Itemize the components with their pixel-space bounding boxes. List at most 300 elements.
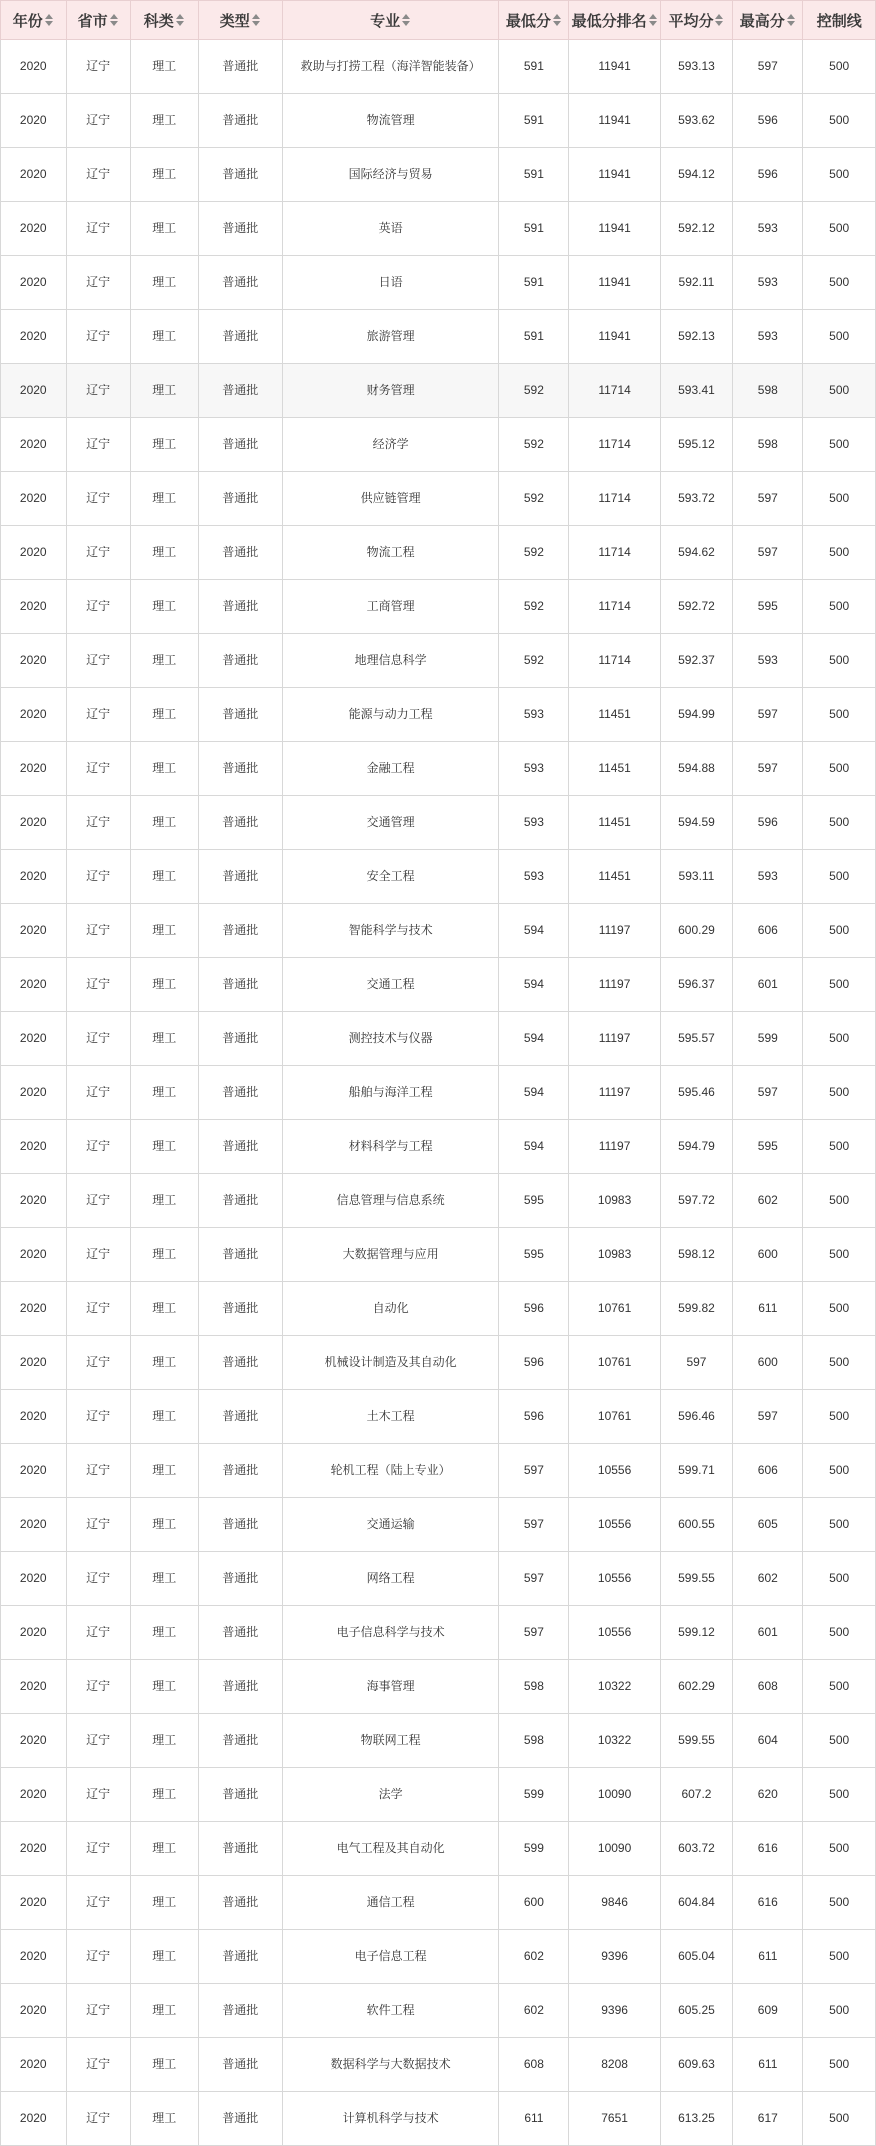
table-row[interactable] [1, 310, 876, 364]
cell-min-rank: 11941 [569, 202, 660, 256]
cell-avg-score: 593.62 [660, 94, 733, 148]
cell-province: 辽宁 [66, 2092, 130, 2146]
cell-max-score: 604 [733, 1714, 803, 1768]
cell-control-line: 500 [803, 1174, 876, 1228]
cell-subject: 理工 [130, 958, 198, 1012]
table-row[interactable] [1, 472, 876, 526]
cell-subject: 理工 [130, 202, 198, 256]
table-row[interactable] [1, 2038, 876, 2092]
cell-min-score: 591 [499, 310, 569, 364]
cell-major: 法学 [282, 1768, 498, 1822]
cell-major: 英语 [282, 202, 498, 256]
cell-min-rank: 10556 [569, 1444, 660, 1498]
cell-min-score: 595 [499, 1228, 569, 1282]
cell-type: 普通批 [198, 580, 282, 634]
cell-min-rank: 11941 [569, 40, 660, 94]
cell-major: 电子信息科学与技术 [282, 1606, 498, 1660]
cell-type: 普通批 [198, 1984, 282, 2038]
cell-min-score: 608 [499, 2038, 569, 2092]
cell-avg-score: 594.88 [660, 742, 733, 796]
cell-year: 2020 [1, 1066, 67, 1120]
cell-max-score: 600 [733, 1336, 803, 1390]
cell-type: 普通批 [198, 1552, 282, 1606]
sort-updown-icon[interactable] [715, 13, 724, 27]
cell-major: 数据科学与大数据技术 [282, 2038, 498, 2092]
cell-min-score: 593 [499, 850, 569, 904]
cell-max-score: 611 [733, 2038, 803, 2092]
cell-subject: 理工 [130, 688, 198, 742]
cell-year: 2020 [1, 634, 67, 688]
cell-min-rank: 8208 [569, 2038, 660, 2092]
cell-major: 工商管理 [282, 580, 498, 634]
cell-min-score: 597 [499, 1606, 569, 1660]
cell-min-rank: 11197 [569, 904, 660, 958]
cell-subject: 理工 [130, 1390, 198, 1444]
cell-control-line: 500 [803, 1498, 876, 1552]
column-header-type-label: 类型 [219, 12, 250, 30]
cell-major: 旅游管理 [282, 310, 498, 364]
table-row[interactable] [1, 1606, 876, 1660]
cell-max-score: 597 [733, 472, 803, 526]
cell-min-rank: 11714 [569, 418, 660, 472]
cell-avg-score: 594.12 [660, 148, 733, 202]
cell-type: 普通批 [198, 850, 282, 904]
cell-control-line: 500 [803, 1120, 876, 1174]
cell-year: 2020 [1, 1120, 67, 1174]
cell-min-rank: 11714 [569, 580, 660, 634]
cell-control-line: 500 [803, 2038, 876, 2092]
cell-type: 普通批 [198, 796, 282, 850]
cell-avg-score: 599.82 [660, 1282, 733, 1336]
cell-major: 通信工程 [282, 1876, 498, 1930]
cell-province: 辽宁 [66, 688, 130, 742]
cell-min-score: 597 [499, 1498, 569, 1552]
table-row[interactable] [1, 1066, 876, 1120]
cell-province: 辽宁 [66, 40, 130, 94]
cell-max-score: 617 [733, 2092, 803, 2146]
cell-min-rank: 10983 [569, 1228, 660, 1282]
cell-subject: 理工 [130, 310, 198, 364]
cell-year: 2020 [1, 1012, 67, 1066]
cell-type: 普通批 [198, 40, 282, 94]
cell-subject: 理工 [130, 1066, 198, 1120]
cell-avg-score: 592.11 [660, 256, 733, 310]
cell-year: 2020 [1, 202, 67, 256]
table-row[interactable] [1, 1120, 876, 1174]
cell-year: 2020 [1, 94, 67, 148]
table-row[interactable] [1, 1444, 876, 1498]
cell-type: 普通批 [198, 148, 282, 202]
cell-max-score: 602 [733, 1174, 803, 1228]
cell-min-score: 595 [499, 1174, 569, 1228]
cell-major: 物联网工程 [282, 1714, 498, 1768]
table-row[interactable] [1, 1660, 876, 1714]
cell-type: 普通批 [198, 1228, 282, 1282]
sort-updown-icon[interactable] [787, 13, 796, 27]
cell-max-score: 597 [733, 1066, 803, 1120]
cell-year: 2020 [1, 526, 67, 580]
cell-province: 辽宁 [66, 1876, 130, 1930]
cell-avg-score: 598.12 [660, 1228, 733, 1282]
cell-subject: 理工 [130, 1120, 198, 1174]
cell-major: 智能科学与技术 [282, 904, 498, 958]
cell-avg-score: 599.71 [660, 1444, 733, 1498]
cell-avg-score: 603.72 [660, 1822, 733, 1876]
cell-min-score: 599 [499, 1822, 569, 1876]
cell-province: 辽宁 [66, 1498, 130, 1552]
table-row[interactable] [1, 1768, 876, 1822]
cell-province: 辽宁 [66, 580, 130, 634]
cell-min-rank: 11941 [569, 148, 660, 202]
cell-control-line: 500 [803, 1714, 876, 1768]
cell-avg-score: 596.37 [660, 958, 733, 1012]
cell-min-score: 591 [499, 256, 569, 310]
cell-major: 电气工程及其自动化 [282, 1822, 498, 1876]
cell-province: 辽宁 [66, 1822, 130, 1876]
cell-avg-score: 594.62 [660, 526, 733, 580]
cell-year: 2020 [1, 904, 67, 958]
cell-avg-score: 593.72 [660, 472, 733, 526]
cell-province: 辽宁 [66, 1120, 130, 1174]
cell-province: 辽宁 [66, 1282, 130, 1336]
table-row[interactable] [1, 1228, 876, 1282]
table-row[interactable] [1, 634, 876, 688]
cell-min-score: 593 [499, 688, 569, 742]
table-header [1, 1, 876, 40]
table-row[interactable] [1, 958, 876, 1012]
cell-max-score: 596 [733, 94, 803, 148]
column-header-year[interactable] [1, 1, 67, 40]
cell-year: 2020 [1, 1228, 67, 1282]
cell-avg-score: 609.63 [660, 2038, 733, 2092]
table-body [1, 40, 876, 2146]
column-header-min-score-label: 最低分 [505, 12, 551, 30]
cell-type: 普通批 [198, 472, 282, 526]
cell-control-line: 500 [803, 1552, 876, 1606]
cell-province: 辽宁 [66, 1228, 130, 1282]
cell-min-score: 600 [499, 1876, 569, 1930]
cell-max-score: 597 [733, 526, 803, 580]
table-row[interactable] [1, 526, 876, 580]
cell-max-score: 611 [733, 1282, 803, 1336]
table-row[interactable] [1, 256, 876, 310]
cell-major: 交通运输 [282, 1498, 498, 1552]
cell-min-score: 594 [499, 1066, 569, 1120]
cell-province: 辽宁 [66, 94, 130, 148]
table-row[interactable] [1, 364, 876, 418]
cell-control-line: 500 [803, 1768, 876, 1822]
column-header-type[interactable] [198, 1, 282, 40]
cell-province: 辽宁 [66, 634, 130, 688]
cell-year: 2020 [1, 364, 67, 418]
cell-type: 普通批 [198, 1444, 282, 1498]
column-header-min-score[interactable] [499, 1, 569, 40]
cell-control-line: 500 [803, 1984, 876, 2038]
table-row[interactable] [1, 1714, 876, 1768]
cell-avg-score: 592.13 [660, 310, 733, 364]
cell-major: 救助与打捞工程（海洋智能装备） [282, 40, 498, 94]
cell-avg-score: 592.72 [660, 580, 733, 634]
cell-province: 辽宁 [66, 904, 130, 958]
cell-type: 普通批 [198, 1876, 282, 1930]
cell-subject: 理工 [130, 40, 198, 94]
sort-updown-icon[interactable] [110, 13, 119, 27]
cell-max-score: 616 [733, 1876, 803, 1930]
table-row[interactable] [1, 1282, 876, 1336]
cell-max-score: 598 [733, 364, 803, 418]
cell-avg-score: 602.29 [660, 1660, 733, 1714]
cell-control-line: 500 [803, 688, 876, 742]
cell-max-score: 593 [733, 850, 803, 904]
cell-subject: 理工 [130, 1174, 198, 1228]
cell-min-score: 591 [499, 94, 569, 148]
cell-year: 2020 [1, 958, 67, 1012]
sort-updown-icon[interactable] [649, 13, 658, 27]
cell-min-score: 591 [499, 148, 569, 202]
cell-control-line: 500 [803, 40, 876, 94]
cell-control-line: 500 [803, 94, 876, 148]
cell-control-line: 500 [803, 256, 876, 310]
cell-control-line: 500 [803, 796, 876, 850]
cell-year: 2020 [1, 1336, 67, 1390]
cell-min-rank: 11714 [569, 472, 660, 526]
cell-province: 辽宁 [66, 1714, 130, 1768]
cell-major: 船舶与海洋工程 [282, 1066, 498, 1120]
cell-province: 辽宁 [66, 310, 130, 364]
cell-year: 2020 [1, 1552, 67, 1606]
table-row[interactable] [1, 1174, 876, 1228]
table-row[interactable] [1, 796, 876, 850]
table-row[interactable] [1, 742, 876, 796]
cell-subject: 理工 [130, 418, 198, 472]
cell-avg-score: 605.25 [660, 1984, 733, 2038]
cell-subject: 理工 [130, 256, 198, 310]
cell-control-line: 500 [803, 202, 876, 256]
cell-subject: 理工 [130, 634, 198, 688]
cell-min-rank: 11451 [569, 796, 660, 850]
cell-control-line: 500 [803, 1390, 876, 1444]
cell-min-rank: 11714 [569, 364, 660, 418]
cell-max-score: 605 [733, 1498, 803, 1552]
sort-updown-icon[interactable] [252, 13, 261, 27]
cell-control-line: 500 [803, 1444, 876, 1498]
cell-control-line: 500 [803, 472, 876, 526]
column-header-subject[interactable] [130, 1, 198, 40]
cell-year: 2020 [1, 580, 67, 634]
cell-control-line: 500 [803, 1066, 876, 1120]
sort-updown-icon[interactable] [176, 13, 185, 27]
cell-province: 辽宁 [66, 1660, 130, 1714]
column-header-province[interactable] [66, 1, 130, 40]
cell-province: 辽宁 [66, 2038, 130, 2092]
column-header-control-line [803, 1, 876, 40]
column-header-max-score[interactable] [733, 1, 803, 40]
cell-max-score: 593 [733, 310, 803, 364]
cell-control-line: 500 [803, 742, 876, 796]
column-header-min-rank[interactable] [569, 1, 660, 40]
cell-subject: 理工 [130, 1984, 198, 2038]
cell-min-score: 593 [499, 742, 569, 796]
cell-subject: 理工 [130, 1444, 198, 1498]
cell-year: 2020 [1, 1984, 67, 2038]
cell-major: 金融工程 [282, 742, 498, 796]
cell-control-line: 500 [803, 2092, 876, 2146]
cell-subject: 理工 [130, 2038, 198, 2092]
cell-type: 普通批 [198, 1012, 282, 1066]
cell-year: 2020 [1, 742, 67, 796]
cell-subject: 理工 [130, 1012, 198, 1066]
cell-type: 普通批 [198, 1822, 282, 1876]
cell-province: 辽宁 [66, 850, 130, 904]
cell-max-score: 597 [733, 742, 803, 796]
cell-min-rank: 11451 [569, 742, 660, 796]
cell-type: 普通批 [198, 1390, 282, 1444]
table-row[interactable] [1, 1984, 876, 2038]
cell-major: 软件工程 [282, 1984, 498, 2038]
cell-year: 2020 [1, 310, 67, 364]
column-header-major-label: 专业 [370, 12, 401, 30]
table-row[interactable] [1, 1012, 876, 1066]
cell-avg-score: 594.99 [660, 688, 733, 742]
cell-max-score: 595 [733, 1120, 803, 1174]
sort-updown-icon[interactable] [553, 13, 562, 27]
cell-subject: 理工 [130, 796, 198, 850]
cell-control-line: 500 [803, 1930, 876, 1984]
cell-type: 普通批 [198, 364, 282, 418]
cell-max-score: 597 [733, 40, 803, 94]
cell-subject: 理工 [130, 1714, 198, 1768]
cell-year: 2020 [1, 2038, 67, 2092]
cell-control-line: 500 [803, 850, 876, 904]
cell-major: 交通工程 [282, 958, 498, 1012]
table-row[interactable] [1, 580, 876, 634]
cell-year: 2020 [1, 472, 67, 526]
cell-avg-score: 599.55 [660, 1714, 733, 1768]
cell-subject: 理工 [130, 148, 198, 202]
cell-province: 辽宁 [66, 418, 130, 472]
column-header-avg-score[interactable] [660, 1, 733, 40]
table-row[interactable] [1, 418, 876, 472]
table-row[interactable] [1, 40, 876, 94]
cell-subject: 理工 [130, 580, 198, 634]
cell-year: 2020 [1, 1390, 67, 1444]
cell-max-score: 606 [733, 1444, 803, 1498]
cell-province: 辽宁 [66, 1984, 130, 2038]
cell-control-line: 500 [803, 904, 876, 958]
cell-min-rank: 10556 [569, 1606, 660, 1660]
cell-year: 2020 [1, 1660, 67, 1714]
table-row[interactable] [1, 148, 876, 202]
cell-major: 海事管理 [282, 1660, 498, 1714]
cell-min-rank: 11197 [569, 1012, 660, 1066]
cell-avg-score: 613.25 [660, 2092, 733, 2146]
cell-year: 2020 [1, 148, 67, 202]
cell-min-rank: 10983 [569, 1174, 660, 1228]
cell-type: 普通批 [198, 1660, 282, 1714]
cell-subject: 理工 [130, 1930, 198, 1984]
cell-max-score: 593 [733, 634, 803, 688]
table-row[interactable] [1, 904, 876, 958]
table-row[interactable] [1, 1930, 876, 1984]
column-header-avg-score-label: 平均分 [668, 12, 714, 30]
cell-min-rank: 10761 [569, 1336, 660, 1390]
cell-province: 辽宁 [66, 1336, 130, 1390]
cell-province: 辽宁 [66, 256, 130, 310]
cell-avg-score: 593.41 [660, 364, 733, 418]
cell-max-score: 597 [733, 688, 803, 742]
table-row[interactable] [1, 1498, 876, 1552]
cell-max-score: 596 [733, 148, 803, 202]
cell-subject: 理工 [130, 850, 198, 904]
cell-major: 土木工程 [282, 1390, 498, 1444]
cell-subject: 理工 [130, 364, 198, 418]
cell-type: 普通批 [198, 1120, 282, 1174]
cell-min-score: 591 [499, 40, 569, 94]
cell-year: 2020 [1, 688, 67, 742]
sort-updown-icon[interactable] [402, 13, 411, 27]
cell-control-line: 500 [803, 526, 876, 580]
cell-min-score: 592 [499, 418, 569, 472]
table-row[interactable] [1, 1822, 876, 1876]
cell-subject: 理工 [130, 1498, 198, 1552]
cell-min-score: 598 [499, 1660, 569, 1714]
cell-subject: 理工 [130, 1606, 198, 1660]
column-header-subject-label: 科类 [143, 12, 174, 30]
cell-type: 普通批 [198, 1174, 282, 1228]
cell-province: 辽宁 [66, 1768, 130, 1822]
cell-year: 2020 [1, 1174, 67, 1228]
table-row[interactable] [1, 1390, 876, 1444]
table-row[interactable] [1, 688, 876, 742]
cell-major: 大数据管理与应用 [282, 1228, 498, 1282]
cell-province: 辽宁 [66, 202, 130, 256]
cell-min-rank: 11941 [569, 94, 660, 148]
column-header-major[interactable] [282, 1, 498, 40]
cell-max-score: 599 [733, 1012, 803, 1066]
cell-major: 轮机工程（陆上专业） [282, 1444, 498, 1498]
table-row[interactable] [1, 94, 876, 148]
cell-control-line: 500 [803, 1606, 876, 1660]
cell-year: 2020 [1, 1822, 67, 1876]
table-row[interactable] [1, 2092, 876, 2146]
table-row[interactable] [1, 1876, 876, 1930]
cell-min-rank: 10090 [569, 1768, 660, 1822]
cell-min-score: 592 [499, 580, 569, 634]
cell-avg-score: 597.72 [660, 1174, 733, 1228]
cell-min-rank: 11941 [569, 256, 660, 310]
cell-max-score: 595 [733, 580, 803, 634]
cell-control-line: 500 [803, 634, 876, 688]
cell-major: 电子信息工程 [282, 1930, 498, 1984]
cell-avg-score: 604.84 [660, 1876, 733, 1930]
sort-updown-icon[interactable] [45, 13, 54, 27]
cell-province: 辽宁 [66, 1012, 130, 1066]
cell-control-line: 500 [803, 1336, 876, 1390]
cell-avg-score: 592.12 [660, 202, 733, 256]
table-row[interactable] [1, 202, 876, 256]
cell-type: 普通批 [198, 1498, 282, 1552]
cell-subject: 理工 [130, 1552, 198, 1606]
cell-control-line: 500 [803, 1660, 876, 1714]
table-row[interactable] [1, 1552, 876, 1606]
cell-max-score: 598 [733, 418, 803, 472]
table-row[interactable] [1, 850, 876, 904]
table-row[interactable] [1, 1336, 876, 1390]
cell-province: 辽宁 [66, 472, 130, 526]
cell-major: 交通管理 [282, 796, 498, 850]
cell-min-score: 599 [499, 1768, 569, 1822]
cell-max-score: 601 [733, 1606, 803, 1660]
